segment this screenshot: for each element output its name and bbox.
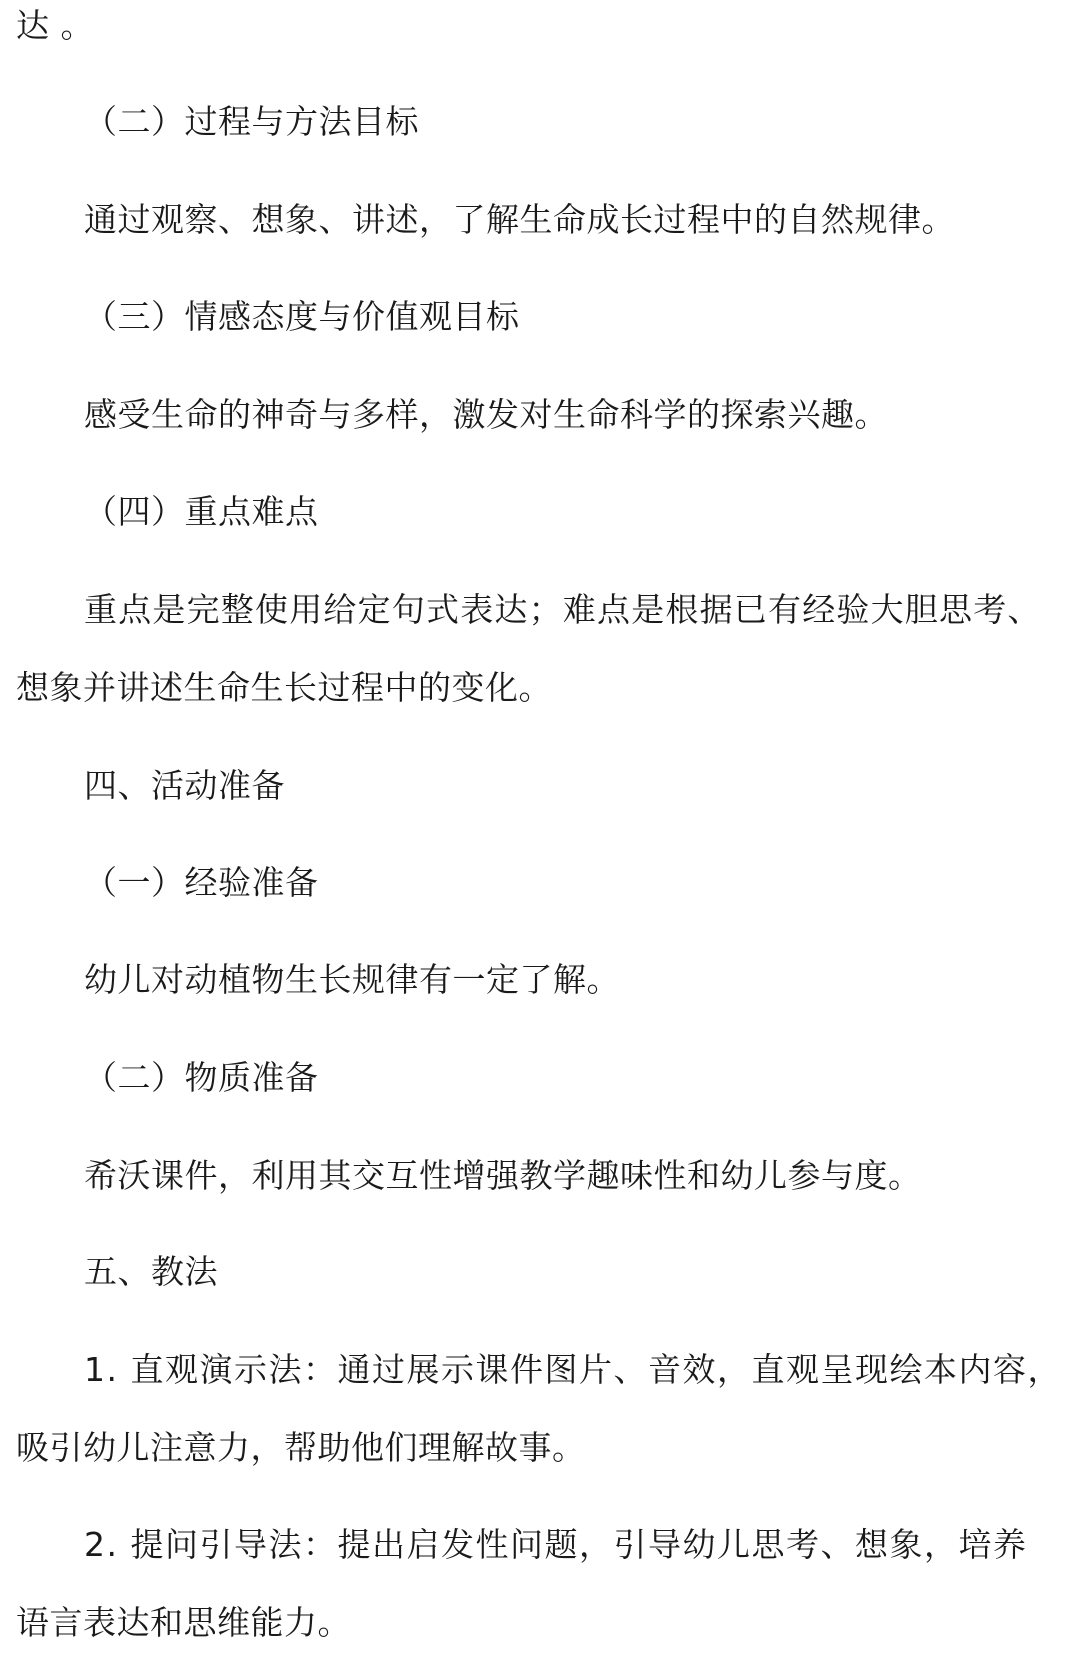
paragraph-process-method: 通过观察、想象、讲述，了解生命成长过程中的自然规律。 <box>84 200 955 239</box>
list-item-1-line1: 1. 直观演示法：通过展示课件图片、音效，直观呈现绘本内容， <box>84 1350 1062 1389</box>
section-heading-teaching-methods: 五、教法 <box>84 1252 218 1291</box>
subheading-experience-preparation: （一）经验准备 <box>84 863 319 902</box>
paragraph-key-points-line2: 想象并讲述生命生长过程中的变化。 <box>16 668 552 707</box>
list-item-2-line2: 语言表达和思维能力。 <box>16 1603 351 1642</box>
paragraph-emotion-attitude: 感受生命的神奇与多样，激发对生命科学的探索兴趣。 <box>84 395 888 434</box>
subheading-material-preparation: （二）物质准备 <box>84 1058 319 1097</box>
subheading-key-difficult-points: （四）重点难点 <box>84 492 319 531</box>
subheading-process-method-goal: （二）过程与方法目标 <box>84 102 419 141</box>
paragraph-material-preparation: 希沃课件，利用其交互性增强教学趣味性和幼儿参与度。 <box>84 1156 922 1195</box>
paragraph-key-points-line1: 重点是完整使用给定句式表达；难点是根据已有经验大胆思考、 <box>84 590 1042 629</box>
list-item-2-line1: 2. 提问引导法：提出启发性问题，引导幼儿思考、想象，培养 <box>84 1525 1028 1564</box>
subheading-emotion-attitude-goal: （三）情感态度与价值观目标 <box>84 297 520 336</box>
section-heading-activity-preparation: 四、活动准备 <box>84 766 285 805</box>
paragraph-continuation: 达 。 <box>16 6 94 45</box>
paragraph-experience-preparation: 幼儿对动植物生长规律有一定了解。 <box>84 960 620 999</box>
list-item-1-line2: 吸引幼儿注意力，帮助他们理解故事。 <box>16 1428 586 1467</box>
